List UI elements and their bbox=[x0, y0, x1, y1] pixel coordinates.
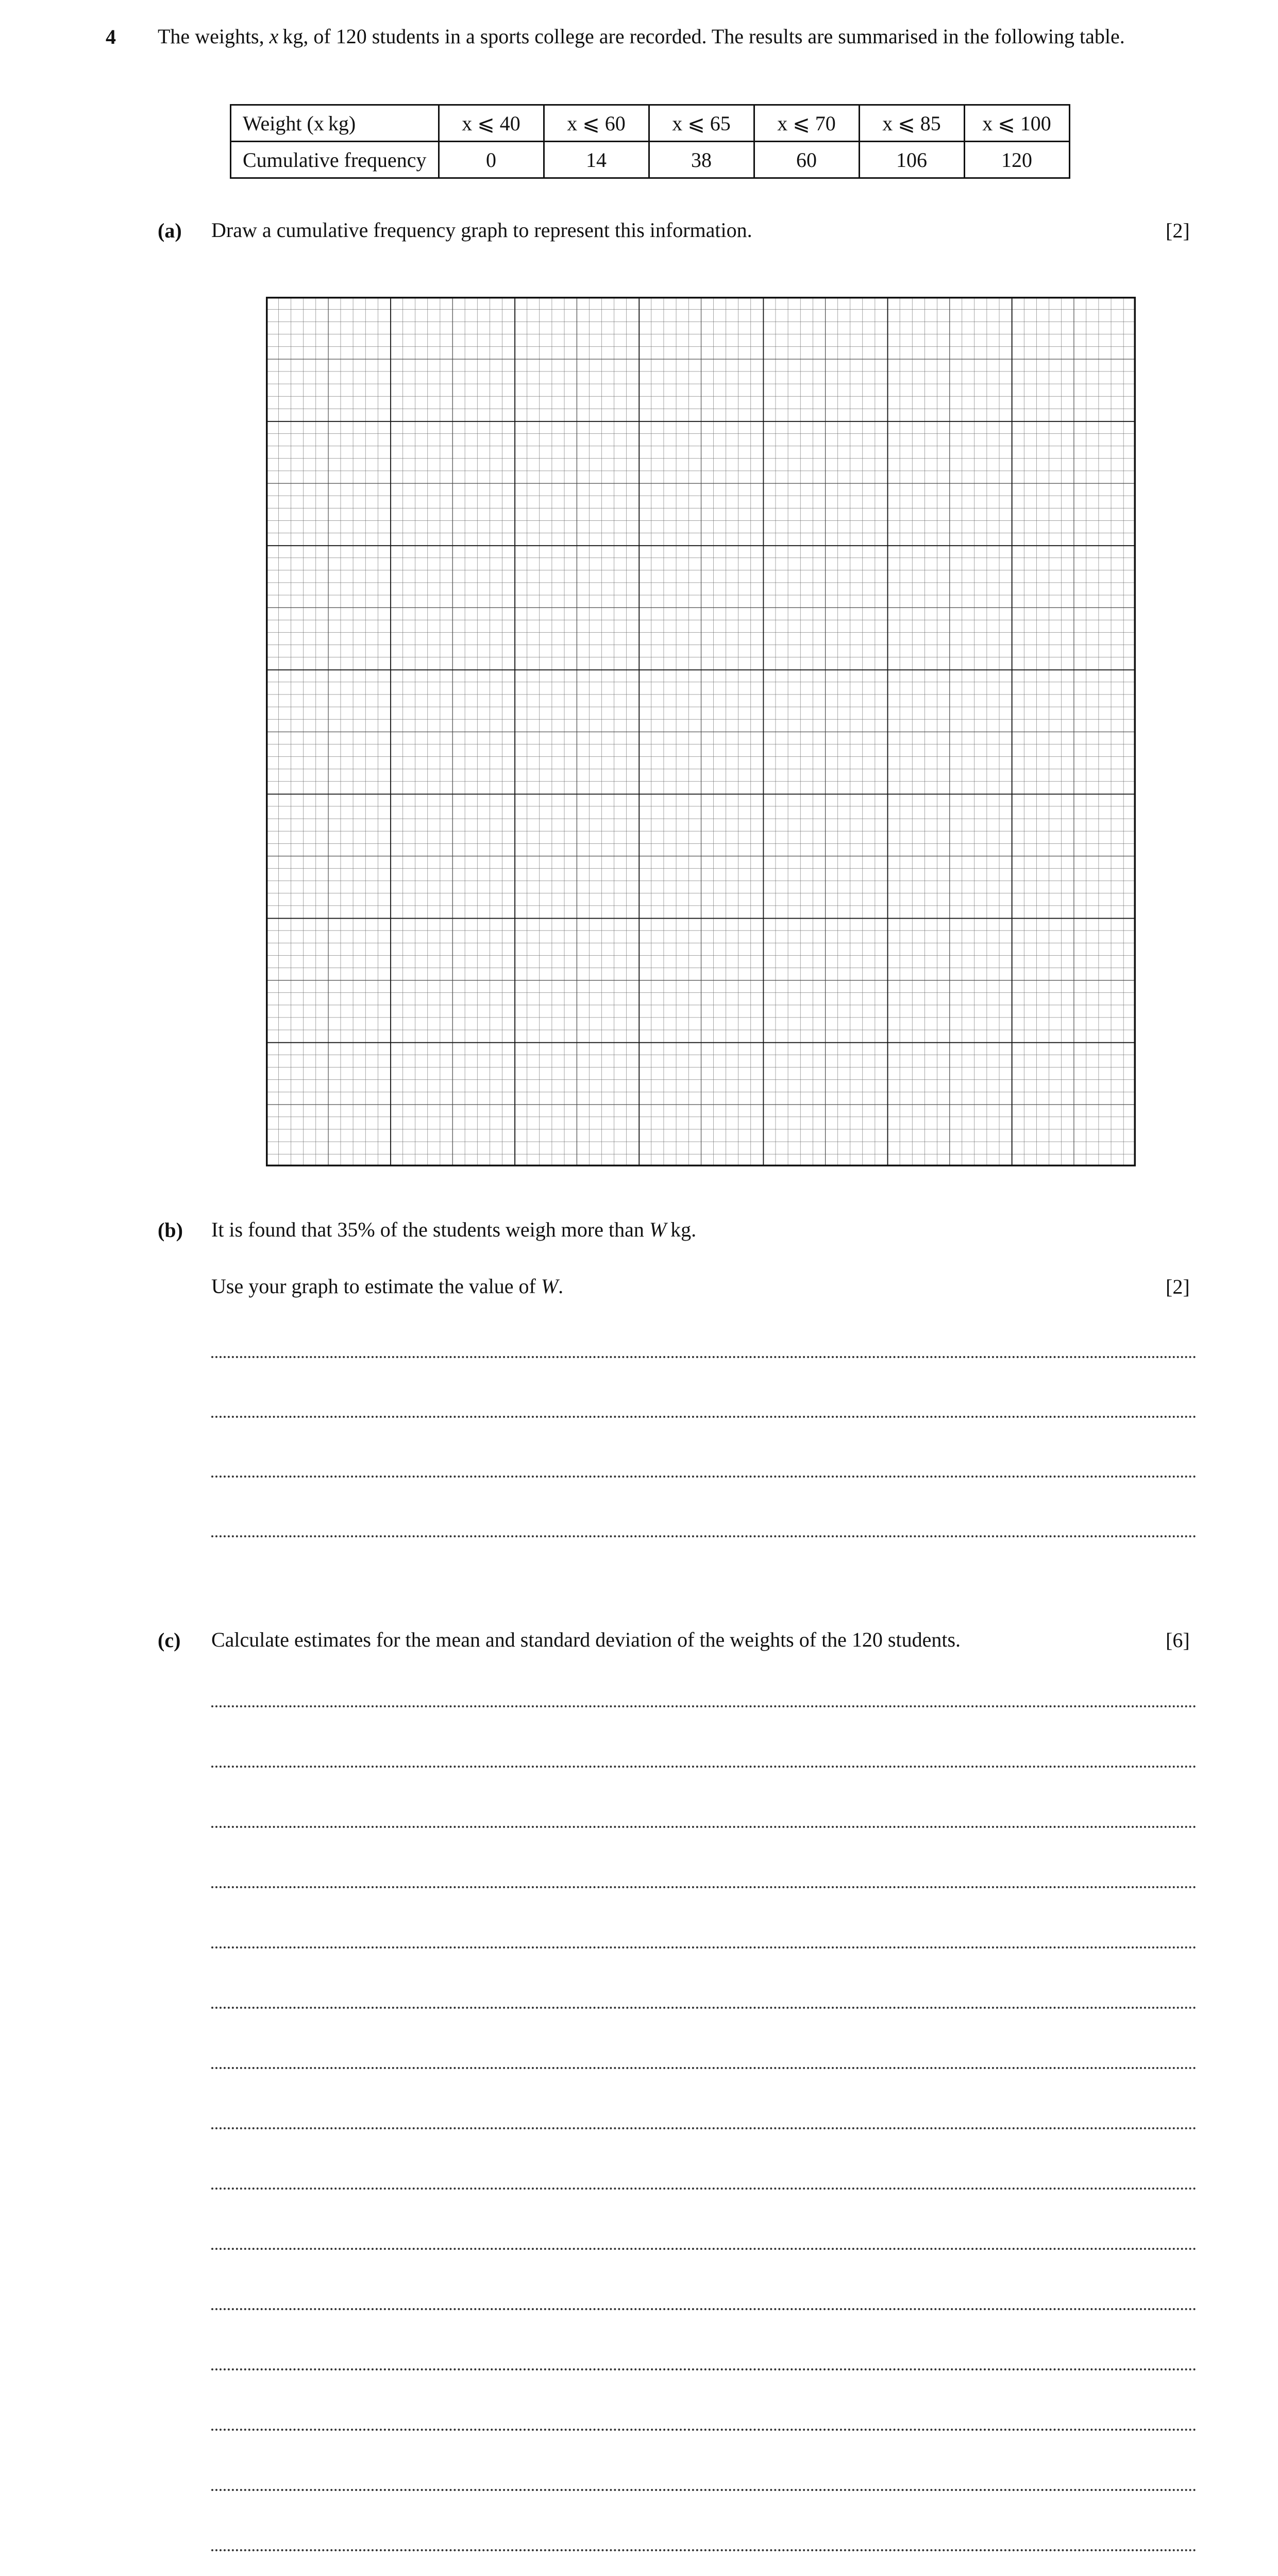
answer-line-b[interactable] bbox=[211, 1416, 1197, 1418]
stem-variable: x bbox=[269, 25, 279, 48]
weight-cell: x ⩽ 100 bbox=[964, 105, 1069, 142]
answer-line-c[interactable] bbox=[211, 1826, 1197, 1828]
part-b-text-1: It is found that 35% of the students weigh more than bbox=[211, 1218, 649, 1241]
answer-line-b[interactable] bbox=[211, 1356, 1197, 1358]
weight-cell: x ⩽ 40 bbox=[439, 105, 544, 142]
cf-cell: 120 bbox=[964, 142, 1069, 178]
part-b-instruction-1: Use your graph to estimate the value of bbox=[211, 1275, 541, 1298]
part-b-instruction-variable: W bbox=[541, 1275, 559, 1298]
answer-line-c[interactable] bbox=[211, 2127, 1197, 2129]
part-b-variable: W bbox=[649, 1218, 667, 1241]
row-header-cumulative: Cumulative frequency bbox=[231, 142, 439, 178]
part-b-text bbox=[211, 1216, 696, 1244]
table-row-weight bbox=[231, 105, 1070, 142]
answer-line-c[interactable] bbox=[211, 2007, 1197, 2009]
part-c-marks: [6] bbox=[1166, 1629, 1190, 1652]
answer-line-c[interactable] bbox=[211, 1766, 1197, 1768]
stem-text-2: kg, of 120 students in a sports college are recorded. The results are summarised in the following table. bbox=[278, 25, 1125, 48]
part-a-label: (a) bbox=[158, 219, 182, 242]
graph-paper[interactable] bbox=[266, 297, 1136, 1166]
answer-line-b[interactable] bbox=[211, 1535, 1197, 1537]
cf-cell: 0 bbox=[439, 142, 544, 178]
row-header-weight: Weight (x kg) bbox=[231, 105, 439, 142]
stem-text-1: The weights, bbox=[158, 25, 270, 48]
answer-line-b[interactable] bbox=[211, 1476, 1197, 1478]
answer-line-c[interactable] bbox=[211, 1946, 1197, 1948]
weight-cell: x ⩽ 60 bbox=[544, 105, 649, 142]
answer-line-c[interactable] bbox=[211, 2308, 1197, 2310]
part-a-text: Draw a cumulative frequency graph to represent this information. bbox=[211, 218, 752, 242]
part-b-instruction-2: . bbox=[558, 1275, 564, 1298]
question-number: 4 bbox=[106, 25, 116, 48]
cf-cell: 60 bbox=[754, 142, 859, 178]
answer-line-c[interactable] bbox=[211, 2188, 1197, 2190]
answer-line-c[interactable] bbox=[211, 1705, 1197, 1707]
answer-line-c[interactable] bbox=[211, 1886, 1197, 1888]
weight-cell: x ⩽ 85 bbox=[859, 105, 964, 142]
weight-cell: x ⩽ 70 bbox=[754, 105, 859, 142]
answer-line-c[interactable] bbox=[211, 2067, 1197, 2069]
cf-cell: 106 bbox=[859, 142, 964, 178]
answer-line-c[interactable] bbox=[211, 2429, 1197, 2431]
part-b-instruction bbox=[211, 1273, 563, 1300]
question-stem bbox=[158, 23, 1188, 50]
part-b-marks: [2] bbox=[1166, 1275, 1190, 1298]
weights-table bbox=[230, 104, 1070, 179]
weight-cell: x ⩽ 65 bbox=[649, 105, 754, 142]
answer-line-c[interactable] bbox=[211, 2549, 1197, 2551]
table-row-cumulative bbox=[231, 142, 1070, 178]
part-c-text: Calculate estimates for the mean and standard deviation of the weights of the 120 students. bbox=[211, 1628, 961, 1651]
part-b-label: (b) bbox=[158, 1218, 183, 1242]
part-b-text-2: kg. bbox=[666, 1218, 697, 1241]
part-c-label: (c) bbox=[158, 1629, 181, 1652]
answer-line-c[interactable] bbox=[211, 2368, 1197, 2370]
part-a-marks: [2] bbox=[1166, 219, 1190, 242]
answer-line-c[interactable] bbox=[211, 2489, 1197, 2491]
cf-cell: 38 bbox=[649, 142, 754, 178]
answer-line-c[interactable] bbox=[211, 2248, 1197, 2250]
cf-cell: 14 bbox=[544, 142, 649, 178]
